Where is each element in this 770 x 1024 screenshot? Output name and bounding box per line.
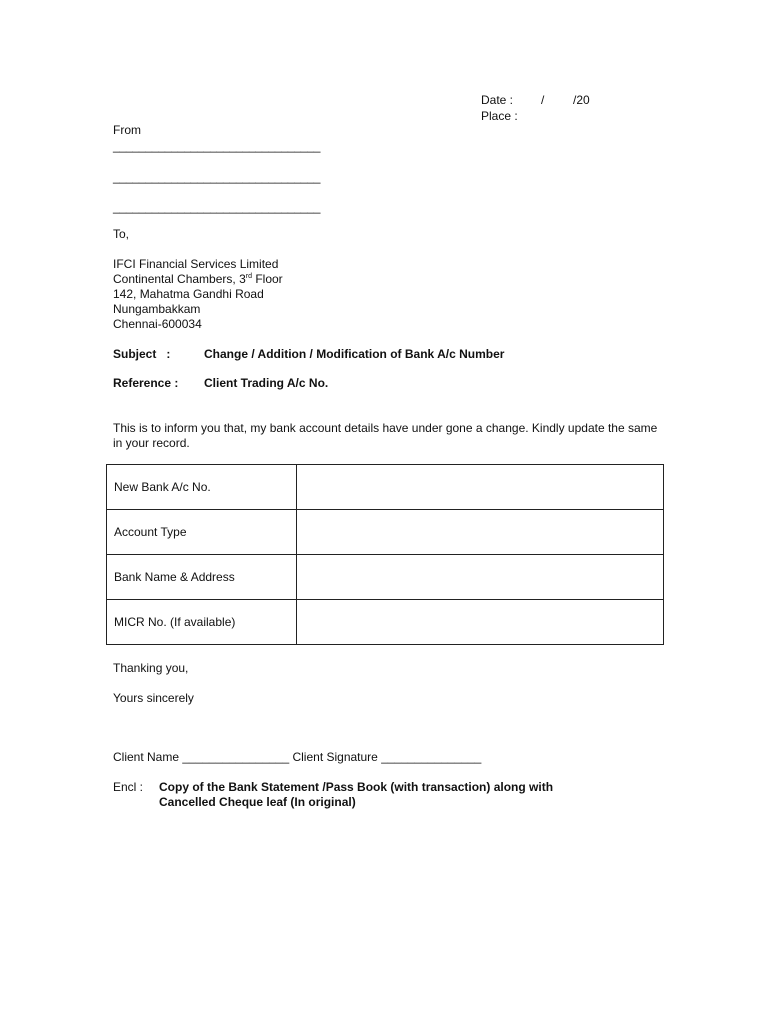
table-row — [107, 555, 664, 600]
new-bank-account-field[interactable] — [297, 465, 664, 510]
body-paragraph: This is to inform you that, my bank account details have under gone a change. Kindly update the same in your record. — [113, 421, 658, 450]
new-bank-account-label: New Bank A/c No. — [107, 465, 297, 510]
from-blank-line-2: ________________________________ — [113, 170, 321, 184]
closing-sincerely: Yours sincerely — [113, 691, 194, 705]
account-type-field[interactable] — [297, 510, 664, 555]
subject-value: Change / Addition / Modification of Bank A/c Number — [204, 347, 505, 361]
enclosure-text: Copy of the Bank Statement /Pass Book (with transaction) along with Cancelled Cheque leaf (In original) — [159, 780, 554, 809]
floor-ordinal-suffix: rd — [245, 273, 252, 280]
date-separator: / — [541, 93, 545, 107]
recipient-address — [113, 257, 283, 332]
address-line-1-prefix: Continental Chambers, 3 — [113, 272, 246, 286]
table-row — [107, 510, 664, 555]
table-row — [107, 465, 664, 510]
table-row — [107, 600, 664, 645]
micr-number-label: MICR No. (If available) — [107, 600, 297, 645]
place-label: Place : — [481, 109, 518, 123]
bank-details-table — [106, 464, 664, 645]
reference-value: Client Trading A/c No. — [204, 376, 329, 390]
subject-label: Subject : — [113, 347, 171, 361]
micr-number-field[interactable] — [297, 600, 664, 645]
reference-label: Reference : — [113, 376, 179, 390]
date-label: Date : — [481, 93, 514, 107]
recipient-address-line-2: 142, Mahatma Gandhi Road — [113, 287, 264, 301]
recipient-address-line-4: Chennai-600034 — [113, 317, 202, 331]
date-year: /20 — [573, 93, 590, 107]
recipient-company: IFCI Financial Services Limited — [113, 257, 279, 271]
client-name-signature-line: Client Name ________________ Client Signature _______________ — [113, 750, 482, 764]
from-blank-line-3: ________________________________ — [113, 200, 321, 214]
closing-thanks: Thanking you, — [113, 661, 189, 675]
bank-name-address-label: Bank Name & Address — [107, 555, 297, 600]
from-blank-line-1: ________________________________ — [113, 139, 321, 153]
bank-name-address-field[interactable] — [297, 555, 664, 600]
address-line-1-suffix: Floor — [251, 272, 283, 286]
enclosure-label: Encl : — [113, 780, 144, 794]
from-label: From — [113, 123, 141, 137]
recipient-address-line-3: Nungambakkam — [113, 302, 201, 316]
account-type-label: Account Type — [107, 510, 297, 555]
recipient-address-line-1 — [113, 272, 283, 287]
to-label: To, — [113, 227, 130, 241]
